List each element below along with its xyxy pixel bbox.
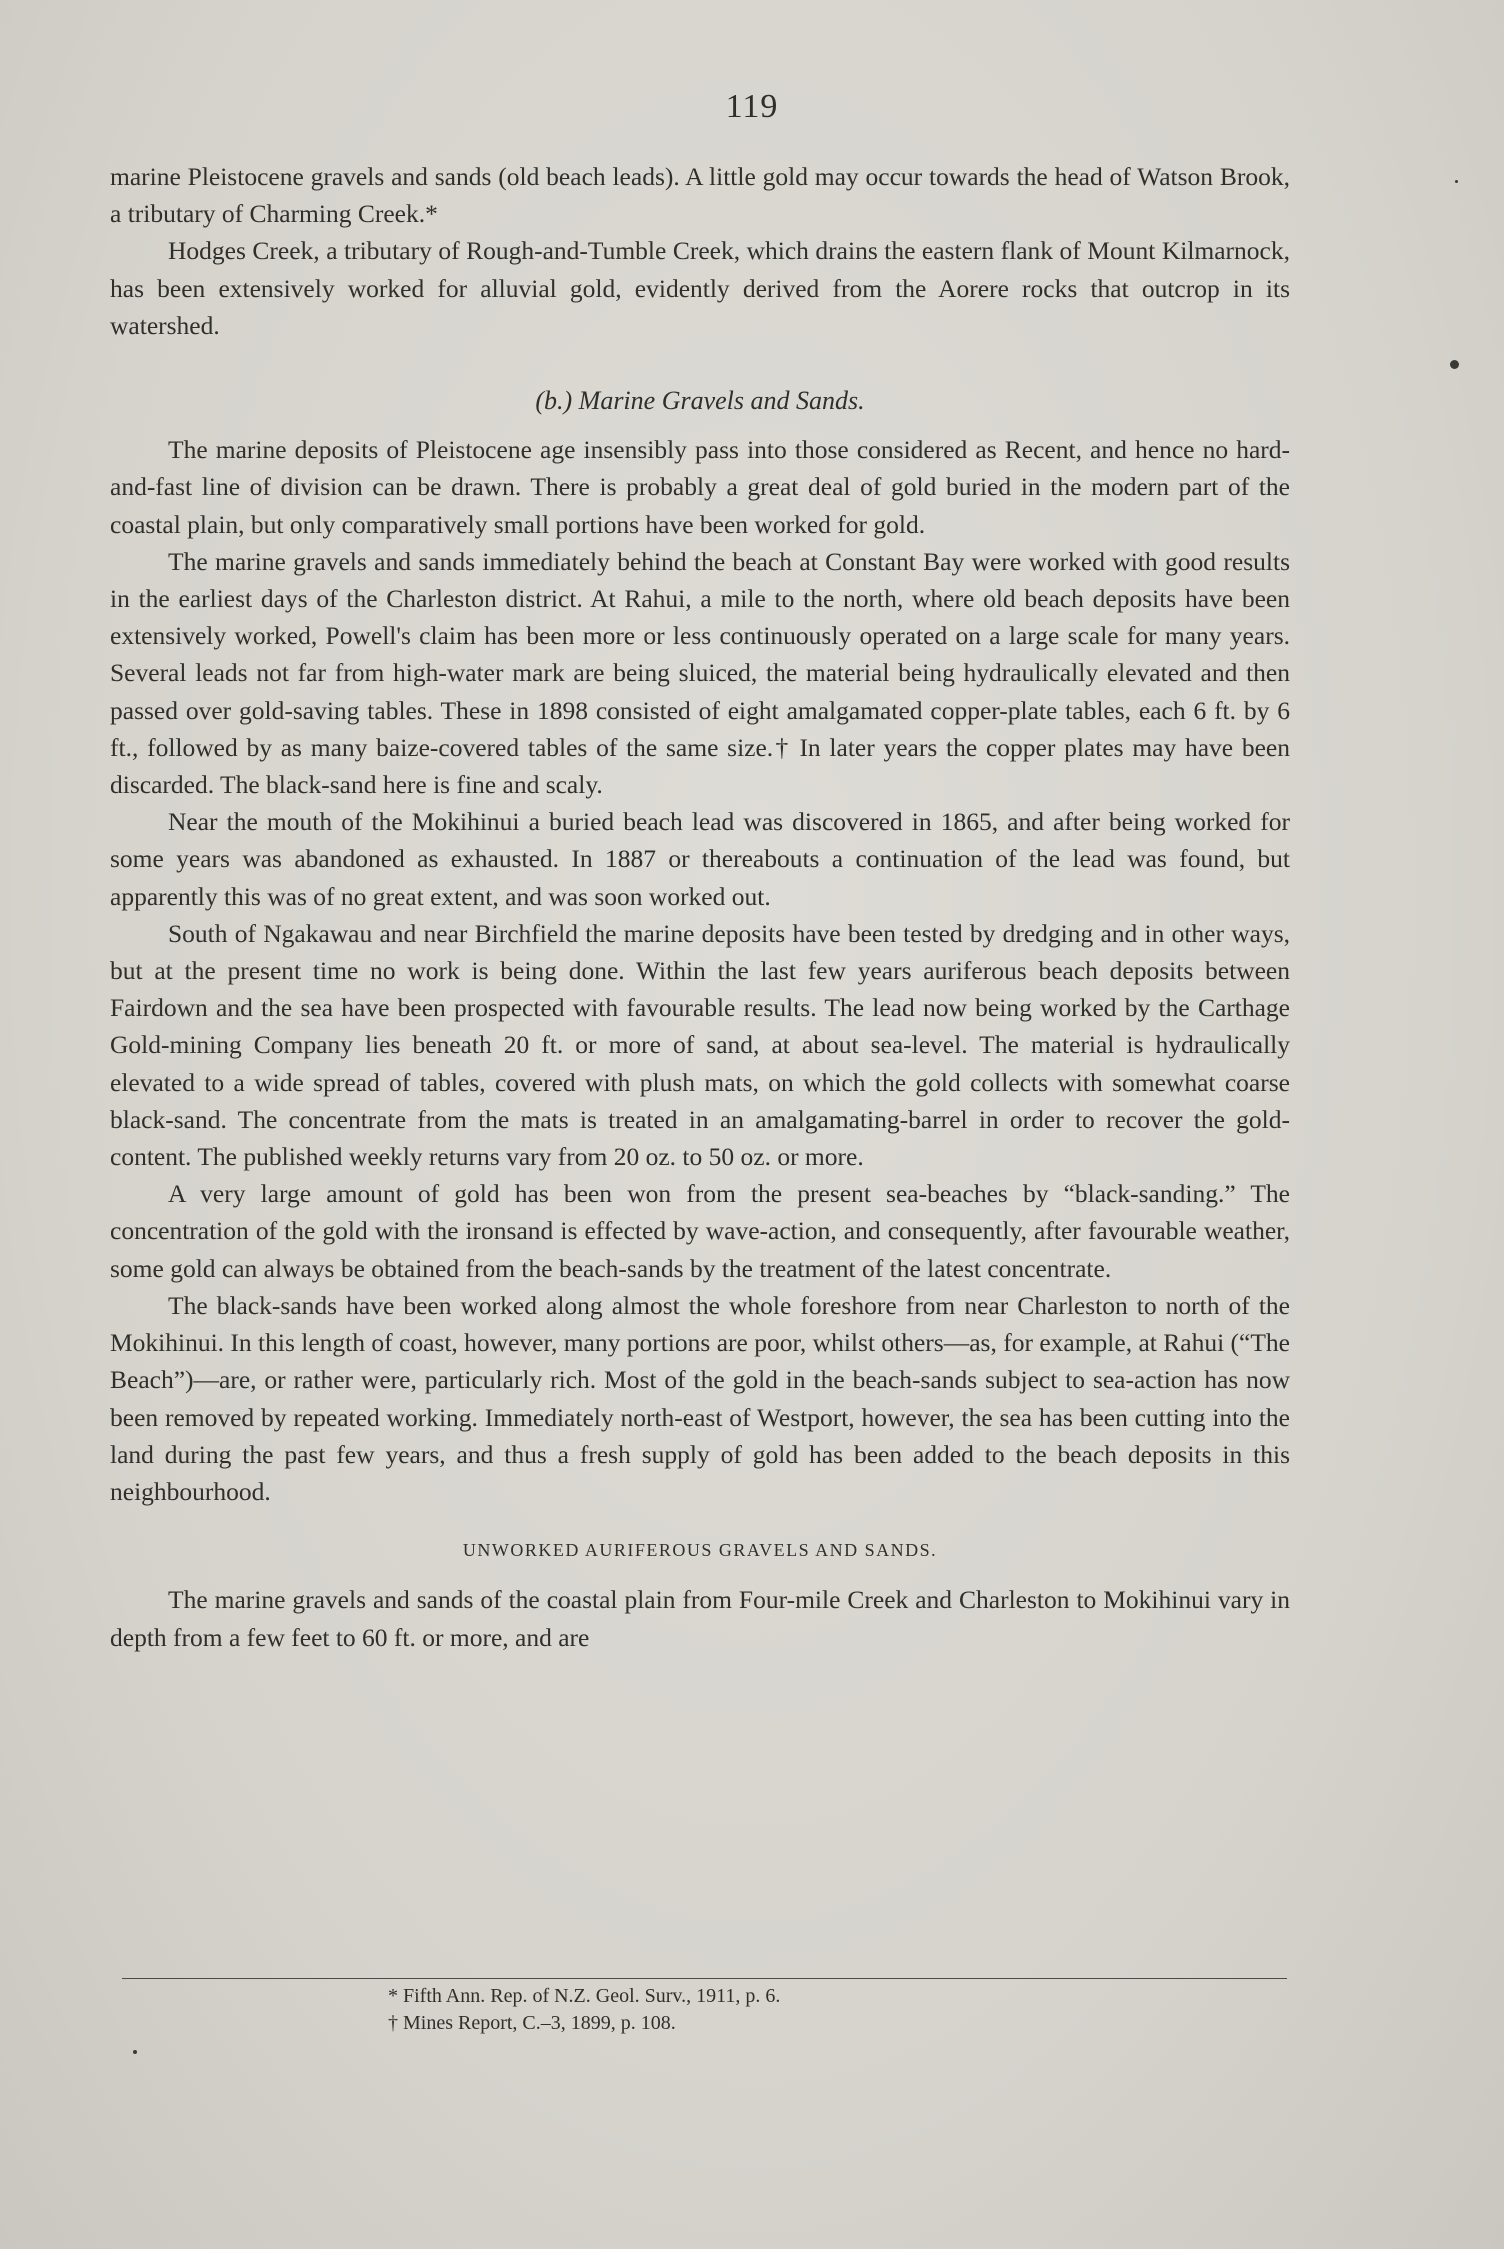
paper-speck [133, 2050, 137, 2054]
footnotes [388, 1983, 780, 2037]
page-number: 119 [725, 88, 779, 125]
paragraph-marine-deposits: The marine deposits of Pleistocene age insensibly pass into those considered as Recent, and hence no hard-and-fast line of division can be drawn. There is probably a great deal of gold buried in the modern part of the coastal plain, but only comparatively small portions have been worked for gold. [110, 435, 1290, 539]
paper-speck [1450, 360, 1459, 369]
paragraph-coastal-plain: The marine gravels and sands of the coastal plain from Four-mile Creek and Charleston to Mokihinui vary in depth from a few feet to 60 ft. or more, and are [110, 1585, 1290, 1652]
paragraph-black-sands: The black-sands have been worked along almost the whole foreshore from near Charleston to north of the Mokihinui. In this length of coast, however, many portions are poor, whilst others—as, for example, at Rahui (“The Beach”)—are, or rather were, particularly rich. Most of the gold in the beach-sands subject to sea-action has now been removed by repeated working. Immediately north-east of Westport, however, the sea has been cutting into the land during the past few years, and thus a fresh supply of gold has been added to the beach deposits in this neighbourhood. [110, 1290, 1290, 1506]
footnote-2: † Mines Report, C.–3, 1899, p. 108. [388, 2012, 676, 2034]
paragraph-hodges-creek: Hodges Creek, a tributary of Rough-and-Tumble Creek, which drains the eastern flank of Mount Kilmarnock, has been extensively worked for alluvial gold, evidently derived from the Aorere rocks that outcrop in its watershed. [110, 236, 1290, 340]
paragraph-continuation: marine Pleistocene gravels and sands (old beach leads). A little gold may occur towards the head of Watson Brook, a tributary of Charming Creek.* [110, 162, 1290, 229]
body-text [110, 158, 1290, 1656]
footnote-divider [122, 1978, 1287, 1979]
paragraph-mokihinui: Near the mouth of the Mokihinui a buried beach lead was discovered in 1865, and after being worked for some years was abandoned as exhausted. In 1887 or thereabouts a continuation of the lead was found, but apparently this was of no great extent, and was soon worked out. [110, 807, 1290, 911]
section-heading-unworked: UNWORKED AURIFEROUS GRAVELS AND SANDS. [462, 1540, 938, 1561]
paper-speck [1455, 180, 1458, 183]
section-heading-marine-gravels: (b.) Marine Gravels and Sands. [535, 386, 865, 416]
footnote-1: * Fifth Ann. Rep. of N.Z. Geol. Surv., 1911, p. 6. [388, 1985, 781, 2007]
paragraph-ngakawau: South of Ngakawau and near Birchfield the marine deposits have been tested by dredging and in other ways, but at the present time no work is being done. Within the last few years auriferous beach deposits between Fairdown and the sea have been prospected with favourable results. The lead now being worked by the Carthage Gold-mining Company lies beneath 20 ft. or more of sand, at about sea-level. The material is hydraulically elevated to a wide spread of tables, covered with plush mats, on which the gold collects with somewhat coarse black-sand. The concentrate from the mats is treated in an amalgamating-barrel in order to recover the gold-content. The published weekly returns vary from 20 oz. to 50 oz. or more. [110, 918, 1290, 1172]
paragraph-black-sanding: A very large amount of gold has been won from the present sea-beaches by “black-sanding.” The concentration of the gold with the ironsand is effected by wave-action, and consequently, after favourable weather, some gold can always be obtained from the beach-sands by the treatment of the latest concentrate. [110, 1179, 1290, 1283]
paragraph-constant-bay: The marine gravels and sands immediately behind the beach at Constant Bay were worked with good results in the earliest days of the Charleston district. At Rahui, a mile to the north, where old beach deposits have been extensively worked, Powell's claim has been more or less continuously operated on a large scale for many years. Several leads not far from high-water mark are being sluiced, the material being hydraulically elevated and then passed over gold-saving tables. These in 1898 consisted of eight amalgamated copper-plate tables, each 6 ft. by 6 ft., followed by as many baize-covered tables of the same size.† In later years the copper plates may have been discarded. The black-sand here is fine and scaly. [110, 546, 1290, 800]
